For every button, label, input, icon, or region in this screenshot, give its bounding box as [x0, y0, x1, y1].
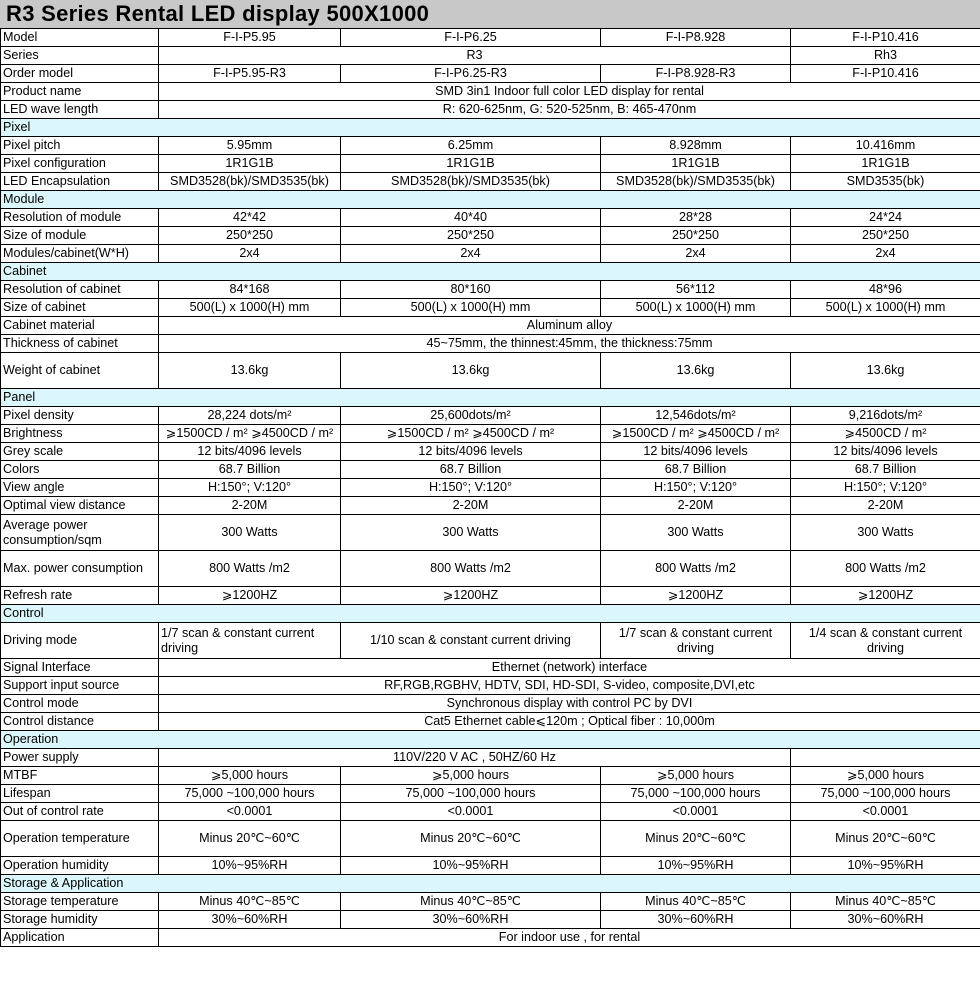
table-row [1, 479, 980, 497]
table-cell: RF,RGB,RGBHV, HDTV, SDI, HD-SDI, S-video, composite,DVI,etc [159, 677, 980, 695]
table-cell: 10.416mm [791, 137, 980, 155]
table-cell: F-I-P8.928-R3 [601, 65, 791, 83]
table-cell: 75,000 ~100,000 hours [791, 785, 980, 803]
table-cell: 45~75mm, the thinnest:45mm, the thickness:75mm [159, 335, 980, 353]
section-label: Pixel [1, 119, 980, 137]
row-label: Out of control rate [1, 803, 159, 821]
page-title: R3 Series Rental LED display 500X1000 [0, 0, 980, 28]
table-cell: 12 bits/4096 levels [159, 443, 341, 461]
table-cell: 1/7 scan & constant current driving [601, 623, 791, 659]
row-label: Thickness of cabinet [1, 335, 159, 353]
table-cell: 12 bits/4096 levels [341, 443, 601, 461]
row-label: Control mode [1, 695, 159, 713]
section-header [1, 191, 980, 209]
table-cell: SMD3535(bk) [791, 173, 980, 191]
table-cell: SMD3528(bk)/SMD3535(bk) [601, 173, 791, 191]
table-cell: For indoor use , for rental [159, 929, 980, 947]
row-label: Pixel configuration [1, 155, 159, 173]
table-cell: 500(L) x 1000(H) mm [601, 299, 791, 317]
section-header [1, 875, 980, 893]
table-cell: F-I-P5.95-R3 [159, 65, 341, 83]
table-cell: Minus 40℃~85℃ [601, 893, 791, 911]
table-cell: <0.0001 [601, 803, 791, 821]
row-label: Model [1, 29, 159, 47]
row-label: Pixel pitch [1, 137, 159, 155]
table-cell: ⩾1200HZ [341, 587, 601, 605]
table-cell: ⩾5,000 hours [791, 767, 980, 785]
table-cell [791, 749, 980, 767]
table-row [1, 335, 980, 353]
table-cell: 800 Watts /m2 [791, 551, 980, 587]
table-cell: 2x4 [341, 245, 601, 263]
row-label: Driving mode [1, 623, 159, 659]
row-label: Operation temperature [1, 821, 159, 857]
table-cell: ⩾1200HZ [159, 587, 341, 605]
table-cell: 500(L) x 1000(H) mm [159, 299, 341, 317]
table-cell: F-I-P10.416 [791, 29, 980, 47]
table-cell: <0.0001 [791, 803, 980, 821]
table-cell: 12 bits/4096 levels [791, 443, 980, 461]
table-row [1, 443, 980, 461]
row-label: Optimal view distance [1, 497, 159, 515]
table-cell: 75,000 ~100,000 hours [159, 785, 341, 803]
table-cell: 250*250 [341, 227, 601, 245]
table-row [1, 695, 980, 713]
table-cell: 110V/220 V AC , 50HZ/60 Hz [159, 749, 791, 767]
table-row [1, 911, 980, 929]
table-cell: 48*96 [791, 281, 980, 299]
table-cell: 25,600dots/m² [341, 407, 601, 425]
row-label: Pixel density [1, 407, 159, 425]
table-cell: 9,216dots/m² [791, 407, 980, 425]
table-cell: <0.0001 [159, 803, 341, 821]
table-row [1, 749, 980, 767]
table-cell: H:150°; V:120° [791, 479, 980, 497]
table-cell: SMD 3in1 Indoor full color LED display for rental [159, 83, 980, 101]
table-cell: 250*250 [791, 227, 980, 245]
table-row [1, 893, 980, 911]
table-cell: H:150°; V:120° [159, 479, 341, 497]
table-cell: 8.928mm [601, 137, 791, 155]
row-label: MTBF [1, 767, 159, 785]
table-cell: H:150°; V:120° [601, 479, 791, 497]
row-label: Colors [1, 461, 159, 479]
table-cell: 75,000 ~100,000 hours [601, 785, 791, 803]
table-cell: 2x4 [601, 245, 791, 263]
table-row [1, 155, 980, 173]
row-label: Modules/cabinet(W*H) [1, 245, 159, 263]
row-label: Order model [1, 65, 159, 83]
table-cell: 13.6kg [159, 353, 341, 389]
table-cell: 30%~60%RH [791, 911, 980, 929]
section-header [1, 119, 980, 137]
table-row [1, 281, 980, 299]
row-label: Power supply [1, 749, 159, 767]
table-row [1, 425, 980, 443]
table-cell: 2-20M [791, 497, 980, 515]
section-label: Cabinet [1, 263, 980, 281]
row-label: Resolution of cabinet [1, 281, 159, 299]
row-label: Grey scale [1, 443, 159, 461]
table-cell: 42*42 [159, 209, 341, 227]
row-label: Resolution of module [1, 209, 159, 227]
table-cell: 2-20M [341, 497, 601, 515]
table-cell: 1/4 scan & constant current driving [791, 623, 980, 659]
table-cell: Rh3 [791, 47, 980, 65]
row-label: Cabinet material [1, 317, 159, 335]
row-label: Max. power consumption [1, 551, 159, 587]
section-header [1, 389, 980, 407]
table-row [1, 587, 980, 605]
table-cell: 56*112 [601, 281, 791, 299]
table-cell: 300 Watts [791, 515, 980, 551]
row-label: View angle [1, 479, 159, 497]
table-row [1, 29, 980, 47]
table-cell: Minus 20℃~60℃ [159, 821, 341, 857]
table-cell: 13.6kg [341, 353, 601, 389]
section-label: Panel [1, 389, 980, 407]
table-cell: ⩾1500CD / m² ⩾4500CD / m² [159, 425, 341, 443]
table-cell: 800 Watts /m2 [341, 551, 601, 587]
row-label: Series [1, 47, 159, 65]
table-row [1, 677, 980, 695]
table-cell: 30%~60%RH [159, 911, 341, 929]
table-row [1, 551, 980, 587]
table-cell: ⩾1200HZ [601, 587, 791, 605]
table-cell: 250*250 [159, 227, 341, 245]
row-label: Application [1, 929, 159, 947]
table-cell: Cat5 Ethernet cable⩽120m ; Optical fiber : 10,000m [159, 713, 980, 731]
table-cell: 2x4 [791, 245, 980, 263]
table-cell: 800 Watts /m2 [601, 551, 791, 587]
table-cell: ⩾4500CD / m² [791, 425, 980, 443]
table-cell: 800 Watts /m2 [159, 551, 341, 587]
section-label: Control [1, 605, 980, 623]
table-cell: 10%~95%RH [159, 857, 341, 875]
table-cell: 6.25mm [341, 137, 601, 155]
table-cell: 1R1G1B [159, 155, 341, 173]
table-cell: 1/10 scan & constant current driving [341, 623, 601, 659]
row-label: Operation humidity [1, 857, 159, 875]
spec-table [0, 28, 980, 947]
table-cell: 30%~60%RH [601, 911, 791, 929]
row-label: Weight of cabinet [1, 353, 159, 389]
row-label: LED wave length [1, 101, 159, 119]
table-cell: Synchronous display with control PC by DVI [159, 695, 980, 713]
table-cell: SMD3528(bk)/SMD3535(bk) [341, 173, 601, 191]
table-cell: Aluminum alloy [159, 317, 980, 335]
table-row [1, 353, 980, 389]
table-cell: 500(L) x 1000(H) mm [791, 299, 980, 317]
table-row [1, 317, 980, 335]
table-cell: 68.7 Billion [341, 461, 601, 479]
table-cell: 84*168 [159, 281, 341, 299]
table-cell: 300 Watts [601, 515, 791, 551]
row-label: Size of module [1, 227, 159, 245]
table-cell: 300 Watts [341, 515, 601, 551]
table-cell: 1R1G1B [791, 155, 980, 173]
table-cell: Minus 40℃~85℃ [159, 893, 341, 911]
row-label: LED Encapsulation [1, 173, 159, 191]
table-cell: R: 620-625nm, G: 520-525nm, B: 465-470nm [159, 101, 980, 119]
table-cell: F-I-P6.25 [341, 29, 601, 47]
table-cell: Minus 20℃~60℃ [341, 821, 601, 857]
table-row [1, 47, 980, 65]
table-row [1, 407, 980, 425]
table-row [1, 137, 980, 155]
table-row [1, 713, 980, 731]
table-cell: 12 bits/4096 levels [601, 443, 791, 461]
table-row [1, 299, 980, 317]
table-cell: 68.7 Billion [159, 461, 341, 479]
row-label: Refresh rate [1, 587, 159, 605]
table-cell: 1R1G1B [341, 155, 601, 173]
table-cell: 10%~95%RH [601, 857, 791, 875]
table-cell: 300 Watts [159, 515, 341, 551]
table-row [1, 101, 980, 119]
table-cell: 13.6kg [791, 353, 980, 389]
table-row [1, 857, 980, 875]
row-label: Signal Interface [1, 659, 159, 677]
table-cell: 2-20M [159, 497, 341, 515]
table-row [1, 497, 980, 515]
table-cell: 10%~95%RH [791, 857, 980, 875]
row-label: Storage temperature [1, 893, 159, 911]
table-cell: 28*28 [601, 209, 791, 227]
table-cell: H:150°; V:120° [341, 479, 601, 497]
table-cell: R3 [159, 47, 791, 65]
table-cell: 40*40 [341, 209, 601, 227]
section-header [1, 731, 980, 749]
table-cell: 80*160 [341, 281, 601, 299]
table-cell: 68.7 Billion [601, 461, 791, 479]
row-label: Average power consumption/sqm [1, 515, 159, 551]
table-cell: ⩾1500CD / m² ⩾4500CD / m² [601, 425, 791, 443]
row-label: Product name [1, 83, 159, 101]
table-row [1, 515, 980, 551]
table-cell: F-I-P10.416 [791, 65, 980, 83]
table-cell: ⩾5,000 hours [341, 767, 601, 785]
table-row [1, 83, 980, 101]
table-row [1, 65, 980, 83]
table-cell: F-I-P8.928 [601, 29, 791, 47]
table-cell: 500(L) x 1000(H) mm [341, 299, 601, 317]
table-cell: Minus 40℃~85℃ [791, 893, 980, 911]
table-cell: ⩾1200HZ [791, 587, 980, 605]
table-row [1, 245, 980, 263]
section-label: Module [1, 191, 980, 209]
table-cell: Ethernet (network) interface [159, 659, 980, 677]
table-cell: F-I-P5.95 [159, 29, 341, 47]
row-label: Brightness [1, 425, 159, 443]
spec-table-body [1, 29, 980, 947]
section-header [1, 605, 980, 623]
section-label: Operation [1, 731, 980, 749]
table-cell: 2-20M [601, 497, 791, 515]
table-row [1, 209, 980, 227]
table-cell: 10%~95%RH [341, 857, 601, 875]
table-cell: 2x4 [159, 245, 341, 263]
table-cell: Minus 20℃~60℃ [791, 821, 980, 857]
row-label: Control distance [1, 713, 159, 731]
table-row [1, 623, 980, 659]
table-cell: 68.7 Billion [791, 461, 980, 479]
table-cell: 30%~60%RH [341, 911, 601, 929]
table-cell: <0.0001 [341, 803, 601, 821]
table-cell: 24*24 [791, 209, 980, 227]
table-cell: 1R1G1B [601, 155, 791, 173]
table-row [1, 803, 980, 821]
table-cell: Minus 40℃~85℃ [341, 893, 601, 911]
table-row [1, 821, 980, 857]
section-header [1, 263, 980, 281]
table-row [1, 767, 980, 785]
section-label: Storage & Application [1, 875, 980, 893]
table-row [1, 173, 980, 191]
table-cell: ⩾5,000 hours [601, 767, 791, 785]
table-row [1, 929, 980, 947]
table-cell: F-I-P6.25-R3 [341, 65, 601, 83]
table-cell: 5.95mm [159, 137, 341, 155]
table-row [1, 461, 980, 479]
table-row [1, 659, 980, 677]
table-cell: 1/7 scan & constant current driving [159, 623, 341, 659]
table-cell: ⩾1500CD / m² ⩾4500CD / m² [341, 425, 601, 443]
row-label: Lifespan [1, 785, 159, 803]
table-cell: Minus 20℃~60℃ [601, 821, 791, 857]
row-label: Size of cabinet [1, 299, 159, 317]
table-cell: ⩾5,000 hours [159, 767, 341, 785]
table-cell: 13.6kg [601, 353, 791, 389]
row-label: Support input source [1, 677, 159, 695]
row-label: Storage humidity [1, 911, 159, 929]
table-cell: SMD3528(bk)/SMD3535(bk) [159, 173, 341, 191]
table-cell: 75,000 ~100,000 hours [341, 785, 601, 803]
table-row [1, 227, 980, 245]
table-cell: 28,224 dots/m² [159, 407, 341, 425]
table-cell: 12,546dots/m² [601, 407, 791, 425]
table-cell: 250*250 [601, 227, 791, 245]
table-row [1, 785, 980, 803]
